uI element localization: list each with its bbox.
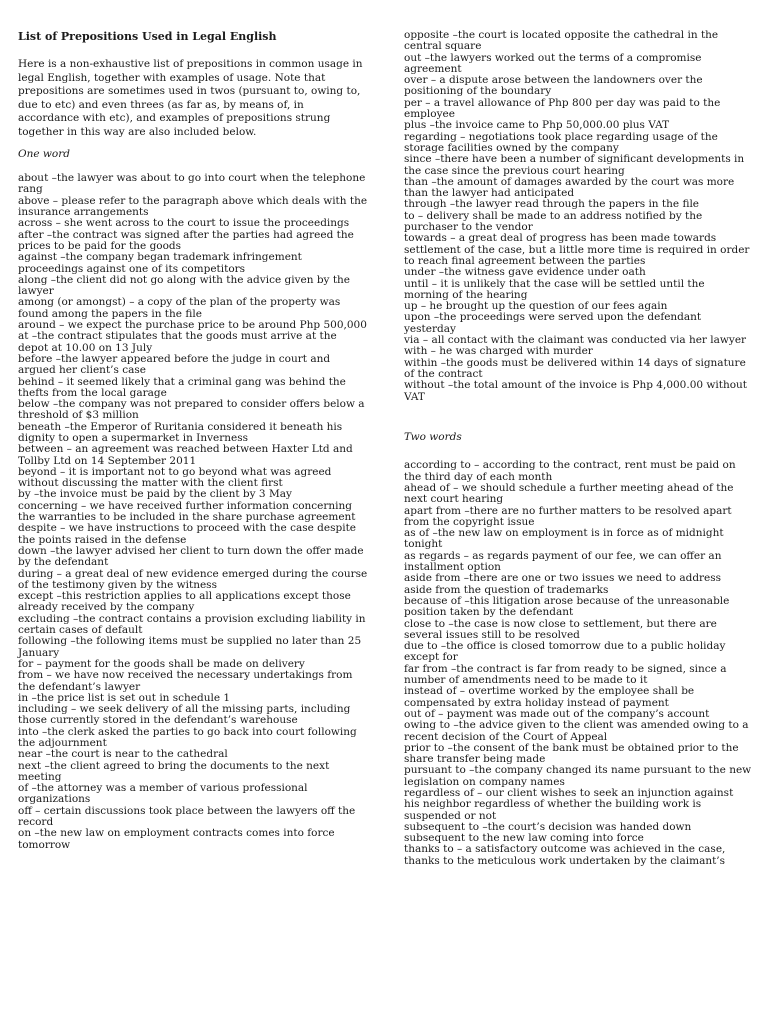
preposition-entry: between – an agreement was reached between Haxter Ltd and Tollby Ltd on 14 September 2011: [18, 443, 353, 467]
preposition-entry: after –the contract was signed after the parties had agreed the prices to be paid for the goods: [18, 228, 354, 252]
preposition-entry: about –the lawyer was about to go into court when the telephone rang: [18, 172, 366, 196]
preposition-entry: thanks to – a satisfactory outcome was achieved in the case, thanks to the meticulous work undertaken by the claimant’s: [404, 843, 726, 867]
preposition-entry: next –the client agreed to bring the documents to the next meeting: [18, 759, 330, 783]
preposition-entry: excluding –the contract contains a provision excluding liability in certain cases of default: [18, 612, 366, 637]
one-word-list-continued: [404, 30, 752, 403]
preposition-entry: among (or amongst) – a copy of the plan of the property was found among the papers in the file: [18, 296, 341, 320]
preposition-entry: including – we seek delivery of all the missing parts, including those currently stored in the defendant’s warehouse: [18, 703, 351, 727]
preposition-entry: upon –the proceedings were served upon the defendant yesterday: [404, 311, 702, 335]
preposition-entry: close to –the case is now close to settlement, but there are several issues still to be resolved: [404, 617, 717, 641]
preposition-entry: across – she went across to the court to issue the proceedings: [18, 217, 350, 230]
preposition-entry: through –the lawyer read through the papers in the file: [404, 198, 700, 211]
preposition-entry: as regards – as regards payment of our fee, we can offer an installment option: [404, 549, 722, 574]
preposition-entry: as of –the new law on employment is in force as of midnight tonight: [404, 527, 724, 551]
left-column: [18, 30, 368, 851]
one-word-list: [18, 173, 368, 851]
preposition-entry: at –the contract stipulates that the goods must arrive at the depot at 10.00 on 13 July: [18, 330, 337, 354]
preposition-entry: without –the total amount of the invoice is Php 4,000.00 without VAT: [404, 379, 748, 403]
preposition-entry: concerning – we have received further information concerning the warranties to be included in the share purchase agreement: [18, 499, 356, 524]
preposition-entry: beneath –the Emperor of Ruritania considered it beneath his dignity to open a supermarket in Inverness: [18, 420, 343, 444]
preposition-entry: per – a travel allowance of Php 800 per day was paid to the employee: [404, 96, 721, 121]
preposition-entry: above – please refer to the paragraph above which deals with the insurance arrangements: [18, 194, 368, 219]
preposition-entry: due to –the office is closed tomorrow due to a public holiday except for: [404, 640, 726, 664]
preposition-entry: via – all contact with the claimant was conducted via her lawyer: [404, 334, 747, 347]
preposition-entry: up – he brought up the question of our fees again: [404, 300, 668, 313]
preposition-entry: behind – it seemed likely that a criminal gang was behind the thefts from the local garage: [18, 375, 346, 399]
preposition-entry: aside from –there are one or two issues we need to address aside from the question of trademarks: [404, 572, 722, 596]
two-words-list: [404, 460, 752, 867]
preposition-entry: out –the lawyers worked out the terms of a compromise agreement: [404, 51, 702, 75]
preposition-entry: because of –this litigation arose because of the unreasonable position taken by the defendant: [404, 594, 730, 619]
preposition-entry: ahead of – we should schedule a further meeting ahead of the next court hearing: [404, 481, 734, 506]
preposition-entry: of –the attorney was a member of various professional organizations: [18, 782, 308, 806]
preposition-entry: near –the court is near to the cathedral: [18, 748, 228, 761]
preposition-entry: against –the company began trademark infringement proceedings against one of its competitors: [18, 251, 302, 275]
preposition-entry: plus –the invoice came to Php 50,000.00 plus VAT: [404, 119, 670, 132]
document-title: List of Prepositions Used in Legal English: [18, 30, 277, 43]
preposition-entry: from – we have now received the necessary undertakings from the defendant’s lawyer: [18, 669, 353, 693]
preposition-entry: regarding – negotiations took place regarding usage of the storage facilities owned by the company: [404, 130, 718, 154]
preposition-entry: following –the following items must be supplied no later than 25 January: [18, 635, 362, 659]
preposition-entry: despite – we have instructions to proceed with the case despite the points raised in the defense: [18, 522, 357, 546]
preposition-entry: down –the lawyer advised her client to turn down the offer made by the defendant: [18, 544, 364, 569]
section-heading-two-words: Two words: [404, 430, 462, 443]
preposition-entry: with – he was charged with murder: [404, 345, 593, 358]
preposition-entry: beyond – it is important not to go beyond what was agreed without discussing the matter with the client first: [18, 465, 332, 490]
preposition-entry: to – delivery shall be made to an address notified by the purchaser to the vendor: [404, 209, 703, 234]
preposition-entry: opposite –the court is located opposite the cathedral in the central square: [404, 29, 719, 53]
preposition-entry: except –this restriction applies to all applications except those already received by the company: [18, 590, 351, 614]
preposition-entry: by –the invoice must be paid by the client by 3 May: [18, 488, 292, 501]
preposition-entry: far from –the contract is far from ready to be signed, since a number of amendments need to be made to it: [404, 662, 727, 687]
preposition-entry: out of – payment was made out of the company’s account: [404, 707, 710, 720]
preposition-entry: instead of – overtime worked by the employee shall be compensated by extra holiday instead of payment: [404, 685, 695, 709]
preposition-entry: prior to –the consent of the bank must be obtained prior to the share transfer being made: [404, 741, 739, 766]
preposition-entry: for – payment for the goods shall be made on delivery: [18, 657, 305, 670]
preposition-entry: below –the company was not prepared to consider offers below a threshold of $3 million: [18, 398, 365, 422]
preposition-entry: under –the witness gave evidence under oath: [404, 266, 646, 279]
preposition-entry: until – it is unlikely that the case will be settled until the morning of the hearing: [404, 277, 705, 301]
preposition-entry: on –the new law on employment contracts comes into force tomorrow: [18, 827, 335, 851]
preposition-entry: than –the amount of damages awarded by the court was more than the lawyer had anticipated: [404, 175, 735, 200]
preposition-entry: into –the clerk asked the parties to go back into court following the adjournment: [18, 725, 357, 749]
preposition-entry: within –the goods must be delivered within 14 days of signature of the contract: [404, 356, 746, 380]
preposition-entry: before –the lawyer appeared before the judge in court and argued her client’s case: [18, 352, 331, 377]
preposition-entry: regardless of – our client wishes to seek an injunction against his neighbor regardless of whether the building work is suspended or not: [404, 787, 734, 822]
preposition-entry: during – a great deal of new evidence emerged during the course of the testimony given by the witness: [18, 567, 368, 591]
preposition-entry: according to – according to the contract, rent must be paid on the third day of each month: [404, 459, 736, 483]
intro-paragraph: Here is a non-exhaustive list of prepositions in common usage in legal English, together with examples of usage. Note that prepositions are sometimes used in twos (pursuant to, owing to, due to etc) and even threes (as far as, by means of, in accordance with etc), and examples of prepositions strung together in this way are also included below.: [18, 58, 363, 138]
preposition-entry: towards – a great deal of progress has been made towards settlement of the case, but a little more time is required in order to reach final agreement between the parties: [404, 232, 750, 267]
preposition-entry: off – certain discussions took place between the lawyers off the record: [18, 804, 356, 829]
preposition-entry: along –the client did not go along with the advice given by the lawyer: [18, 273, 351, 298]
preposition-entry: subsequent to –the court’s decision was handed down subsequent to the new law coming into force: [404, 820, 692, 845]
preposition-entry: over – a dispute arose between the landowners over the positioning of the boundary: [404, 74, 703, 98]
preposition-entry: owing to –the advice given to the client was amended owing to a recent decision of the Court of Appeal: [404, 719, 749, 743]
preposition-entry: since –there have been a number of significant developments in the case since the previous court hearing: [404, 153, 745, 177]
preposition-entry: around – we expect the purchase price to be around Php 500,000: [18, 319, 367, 332]
preposition-entry: in –the price list is set out in schedule 1: [18, 691, 231, 704]
right-column: [404, 30, 752, 867]
preposition-entry: apart from –there are no further matters to be resolved apart from the copyright issue: [404, 504, 732, 528]
section-heading-one-word: One word: [18, 147, 70, 160]
preposition-entry: pursuant to –the company changed its name pursuant to the new legislation on company names: [404, 764, 752, 788]
